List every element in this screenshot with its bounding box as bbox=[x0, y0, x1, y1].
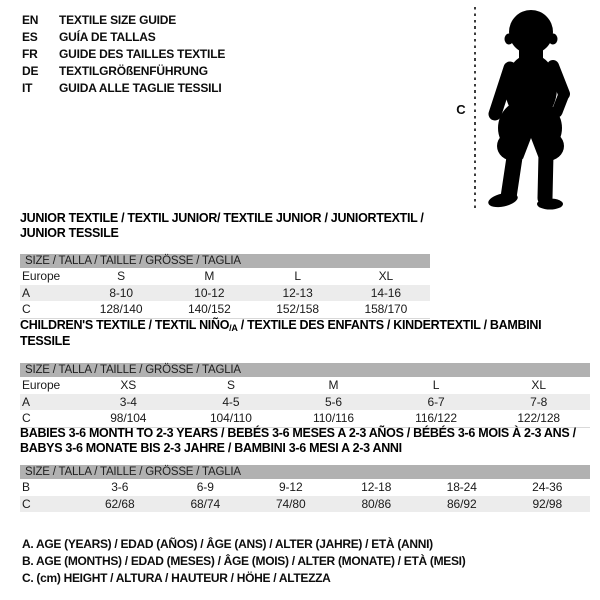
language-code: IT bbox=[22, 81, 33, 95]
value-cell: 8-10 bbox=[109, 285, 133, 300]
size-table bbox=[20, 426, 590, 512]
table-row bbox=[20, 479, 590, 496]
table-row bbox=[20, 301, 430, 319]
row-label-cell: C bbox=[22, 411, 31, 425]
value-cell: XS bbox=[120, 378, 137, 392]
row-label-cell: C bbox=[22, 496, 31, 511]
size-table bbox=[20, 318, 590, 428]
row-label-cell: Europe bbox=[22, 378, 61, 392]
value-cell: M bbox=[204, 269, 215, 283]
footnote-item: C. (cm) HEIGHT / ALTURA / HAUTEUR / HÖHE / ALTEZZA bbox=[22, 571, 331, 585]
size-table bbox=[20, 211, 430, 319]
value-cell: M bbox=[328, 378, 339, 392]
value-cell: 9-12 bbox=[278, 480, 303, 494]
footnote-item: B. AGE (MONTHS) / EDAD (MESES) / ÂGE (MOIS) / ALTER (MONATE) / ETÀ (MESI) bbox=[22, 554, 466, 568]
value-cell: 104/110 bbox=[209, 411, 252, 425]
value-cell: 98/104 bbox=[110, 411, 147, 425]
language-row bbox=[22, 29, 225, 46]
value-cell: 24-36 bbox=[532, 480, 563, 494]
language-code: EN bbox=[22, 13, 39, 27]
value-cell: 12-18 bbox=[361, 480, 392, 494]
footnote-item: A. AGE (YEARS) / EDAD (AÑOS) / ÂGE (ANS) / ALTER (JAHRE) / ETÀ (ANNI) bbox=[22, 537, 433, 551]
size-table-title bbox=[20, 318, 590, 349]
value-cell: 116/122 bbox=[415, 411, 457, 425]
row-label-cell: Europe bbox=[22, 269, 61, 283]
value-cell: 6-7 bbox=[427, 394, 445, 409]
language-code: ES bbox=[22, 30, 38, 44]
row-label-cell: A bbox=[22, 285, 30, 300]
language-list bbox=[22, 12, 225, 97]
value-cell: 18-24 bbox=[446, 480, 477, 494]
value-cell: 62/68 bbox=[104, 496, 135, 511]
value-cell: 3-4 bbox=[119, 394, 137, 409]
size-header-bar: SIZE / TALLA / TAILLE / GRÖSSE / TAGLIA bbox=[20, 363, 590, 377]
height-dashed-line bbox=[474, 7, 476, 208]
value-cell: 12-13 bbox=[282, 285, 313, 300]
language-title: GUIDA ALLE TAGLIE TESSILI bbox=[59, 81, 222, 95]
row-label-cell: B bbox=[22, 480, 30, 494]
table-row bbox=[20, 410, 590, 428]
size-header-bar: SIZE / TALLA / TAILLE / GRÖSSE / TAGLIA bbox=[20, 254, 430, 268]
language-title: TEXTILE SIZE GUIDE bbox=[59, 13, 177, 27]
value-cell: 86/92 bbox=[446, 496, 477, 511]
table-row bbox=[20, 394, 590, 411]
value-cell: 5-6 bbox=[324, 394, 342, 409]
value-cell: 92/98 bbox=[532, 496, 563, 511]
value-cell: S bbox=[117, 269, 126, 283]
baby-silhouette-icon bbox=[486, 6, 584, 211]
value-cell: 14-16 bbox=[370, 285, 401, 300]
title-part: JUNIOR TEXTILE / TEXTIL JUNIOR/ TEXTILE JUNIOR / JUNIORTEXTIL / JUNIOR TESSILE bbox=[20, 211, 424, 240]
value-cell: L bbox=[294, 269, 301, 283]
title-part: CHILDREN'S TEXTILE / TEXTIL NIÑO bbox=[20, 318, 230, 332]
table-row bbox=[20, 377, 590, 394]
size-header-bar: SIZE / TALLA / TAILLE / GRÖSSE / TAGLIA bbox=[20, 465, 590, 479]
value-cell: 68/74 bbox=[190, 496, 221, 511]
value-cell: 10-12 bbox=[194, 285, 225, 300]
footnotes bbox=[22, 536, 465, 587]
measure-label-c: C bbox=[456, 102, 466, 117]
title-part: / TEXTILE DES ENFANTS / KINDERTEXTIL / BAMBINI TESSILE bbox=[20, 318, 542, 348]
value-cell: 140/152 bbox=[188, 302, 231, 316]
value-cell: 4-5 bbox=[222, 394, 240, 409]
size-table-title bbox=[20, 211, 430, 241]
value-cell: 122/128 bbox=[517, 411, 561, 425]
language-code: FR bbox=[22, 47, 38, 61]
value-cell: 80/86 bbox=[361, 496, 392, 511]
table-row bbox=[20, 496, 590, 513]
value-cell: 6-9 bbox=[196, 480, 214, 494]
language-title: GUIDE DES TAILLES TEXTILE bbox=[59, 47, 226, 61]
table-row bbox=[20, 285, 430, 302]
language-row bbox=[22, 12, 225, 29]
row-label-cell: A bbox=[22, 394, 30, 409]
value-cell: S bbox=[226, 378, 235, 392]
language-row bbox=[22, 80, 225, 97]
language-row bbox=[22, 46, 225, 63]
value-cell: 110/116 bbox=[313, 411, 354, 425]
value-cell: 74/80 bbox=[275, 496, 306, 511]
language-title: GUÍA DE TALLAS bbox=[59, 30, 156, 44]
language-title: TEXTILGRÖßENFÜHRUNG bbox=[59, 64, 208, 78]
size-table-title-line2: BABYS 3-6 MONATE BIS 2-3 JAHRE / BAMBINI 3-6 MESI A 2-3 ANNI bbox=[20, 441, 402, 455]
row-label-cell: C bbox=[22, 302, 31, 316]
table-row bbox=[20, 268, 430, 285]
value-cell: 152/158 bbox=[276, 302, 319, 316]
language-code: DE bbox=[22, 64, 39, 78]
value-cell: 7-8 bbox=[530, 394, 548, 409]
value-cell: XL bbox=[378, 269, 394, 283]
title-part: /A bbox=[229, 323, 238, 333]
value-cell: L bbox=[432, 378, 440, 392]
language-row bbox=[22, 63, 225, 80]
value-cell: XL bbox=[531, 378, 546, 392]
value-cell: 128/140 bbox=[99, 302, 143, 316]
value-cell: 158/170 bbox=[364, 302, 408, 316]
size-table-title bbox=[20, 426, 590, 456]
title-part: BABIES 3-6 MONTH TO 2-3 YEARS / BEBÉS 3-6 MESES A 2-3 AÑOS / BÉBÉS 3-6 MOIS À 2-3 ANS / bbox=[20, 426, 576, 440]
value-cell: 3-6 bbox=[111, 480, 129, 494]
